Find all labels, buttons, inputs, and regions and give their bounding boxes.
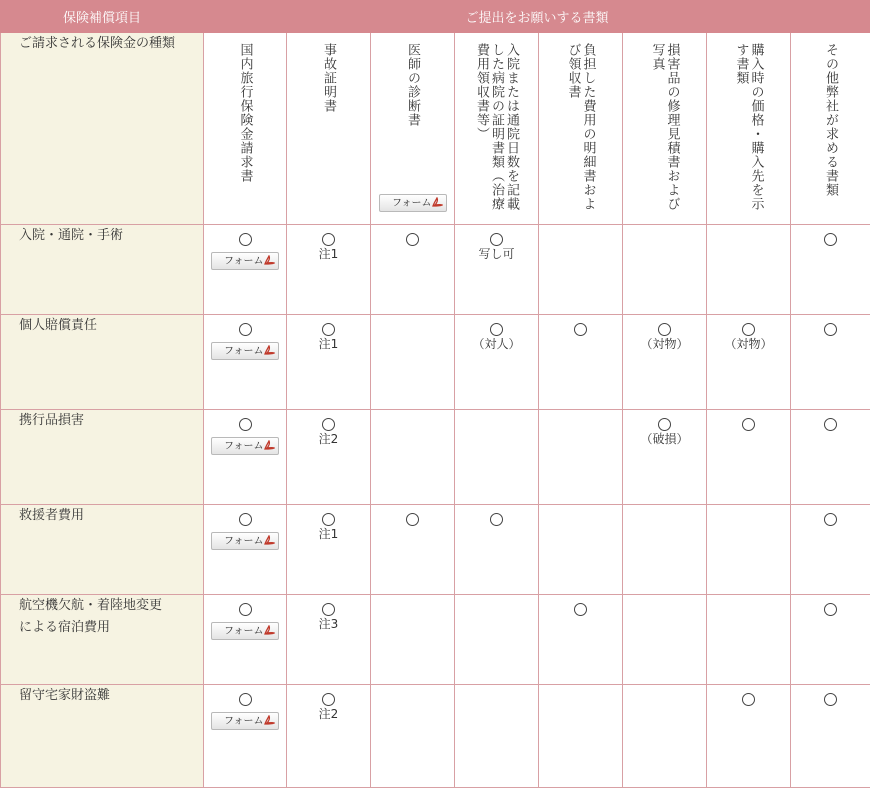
form-download-button[interactable] <box>211 437 279 455</box>
requirement-cell <box>539 225 623 315</box>
circle-mark-icon <box>322 323 335 336</box>
requirement-cell <box>707 225 791 315</box>
document-column-label: その他弊社が求める書類 <box>823 43 838 197</box>
requirement-cell <box>204 505 287 595</box>
requirement-cell <box>371 505 455 595</box>
document-column-header <box>287 33 371 225</box>
circle-mark-icon <box>742 693 755 706</box>
document-column-header <box>623 33 707 225</box>
requirement-cell <box>204 315 287 410</box>
requirement-cell <box>204 225 287 315</box>
section-header-row <box>1 1 870 33</box>
requirement-cell <box>204 685 287 788</box>
circle-mark-icon <box>322 233 335 246</box>
circle-mark-icon <box>239 418 252 431</box>
document-column-label: 損害品の修理見積書および写真 <box>649 43 680 211</box>
requirement-cell <box>623 505 707 595</box>
form-download-button[interactable] <box>211 532 279 550</box>
document-column-header <box>455 33 539 225</box>
document-column-label: 購入時の価格・購入先を示す書類 <box>733 43 764 211</box>
form-button-label: フォーム <box>224 346 264 357</box>
circle-mark-icon <box>824 323 837 336</box>
document-column-header <box>791 33 870 225</box>
claim-type-row <box>1 225 870 315</box>
claim-type-label: 個人賠償責任 <box>1 315 204 410</box>
form-button-label: フォーム <box>224 716 264 727</box>
circle-mark-icon <box>239 323 252 336</box>
requirement-cell <box>791 315 870 410</box>
column-header-row <box>1 33 870 225</box>
form-download-button[interactable] <box>211 342 279 360</box>
requirement-cell <box>623 410 707 505</box>
document-column-label: 入院または通院日数を記載した病院の証明書類（治療費用領収書等） <box>474 43 519 211</box>
form-button-label: フォーム <box>224 626 264 637</box>
requirement-note: 注1 <box>318 527 339 541</box>
circle-mark-icon <box>239 513 252 526</box>
requirement-cell <box>371 410 455 505</box>
circle-mark-icon <box>824 418 837 431</box>
form-download-button[interactable] <box>211 622 279 640</box>
circle-mark-icon <box>658 323 671 336</box>
form-download-button[interactable] <box>379 194 447 212</box>
requirement-cell <box>287 505 371 595</box>
requirement-cell <box>287 685 371 788</box>
requirement-cell <box>287 410 371 505</box>
requirement-note: （破損） <box>640 432 689 446</box>
circle-mark-icon <box>322 693 335 706</box>
requirement-cell <box>539 410 623 505</box>
form-download-button[interactable] <box>211 252 279 270</box>
requirement-cell <box>623 595 707 685</box>
form-button-label: フォーム <box>224 256 264 267</box>
circle-mark-icon <box>824 233 837 246</box>
requirement-cell <box>204 595 287 685</box>
form-button-label: フォーム <box>224 441 264 452</box>
circle-mark-icon <box>322 418 335 431</box>
requirement-cell <box>791 410 870 505</box>
requirement-note: （対物） <box>724 337 773 351</box>
requirement-cell <box>455 595 539 685</box>
document-column-header <box>539 33 623 225</box>
circle-mark-icon <box>322 513 335 526</box>
requirement-cell <box>791 505 870 595</box>
document-column-label: 事故証明書 <box>321 43 336 113</box>
form-button-label: フォーム <box>224 536 264 547</box>
requirement-cell <box>455 505 539 595</box>
requirement-note: 注2 <box>318 432 339 446</box>
claim-type-label: 携行品損害 <box>1 410 204 505</box>
pdf-icon <box>263 535 275 547</box>
circle-mark-icon <box>239 603 252 616</box>
pdf-icon <box>431 197 443 209</box>
pdf-icon <box>263 625 275 637</box>
requirement-note: 写し可 <box>478 247 515 261</box>
claim-type-header: ご請求される保険金の種類 <box>1 33 204 225</box>
circle-mark-icon <box>824 693 837 706</box>
document-column-header <box>204 33 287 225</box>
requirement-cell <box>707 315 791 410</box>
claim-type-row <box>1 685 870 788</box>
circle-mark-icon <box>239 233 252 246</box>
circle-mark-icon <box>824 603 837 616</box>
requirement-cell <box>791 685 870 788</box>
pdf-icon <box>263 715 275 727</box>
requirement-cell <box>623 685 707 788</box>
requirement-note: 注1 <box>318 247 339 261</box>
form-button-label: フォーム <box>392 198 432 209</box>
requirement-cell <box>791 595 870 685</box>
document-column-label: 国内旅行保険金請求書 <box>237 43 253 183</box>
requirement-note: 注1 <box>318 337 339 351</box>
circle-mark-icon <box>406 233 419 246</box>
circle-mark-icon <box>322 603 335 616</box>
requirement-cell <box>287 225 371 315</box>
requirement-cell <box>791 225 870 315</box>
requirement-cell <box>623 225 707 315</box>
circle-mark-icon <box>658 418 671 431</box>
requirement-cell <box>204 410 287 505</box>
document-column-header <box>707 33 791 225</box>
circle-mark-icon <box>490 323 503 336</box>
requirement-cell <box>287 595 371 685</box>
requirement-cell <box>539 685 623 788</box>
claim-type-row <box>1 505 870 595</box>
document-column-label: 負担した費用の明細書および領収書 <box>565 43 596 211</box>
claim-type-label: 救援者費用 <box>1 505 204 595</box>
form-download-button[interactable] <box>211 712 279 730</box>
requirement-cell <box>707 595 791 685</box>
requirement-cell <box>707 685 791 788</box>
requirement-cell <box>371 595 455 685</box>
circle-mark-icon <box>742 418 755 431</box>
required-documents-header: ご提出をお願いする書類 <box>204 1 870 33</box>
claim-type-row <box>1 410 870 505</box>
requirement-cell <box>539 595 623 685</box>
requirement-cell <box>539 315 623 410</box>
requirement-cell <box>371 315 455 410</box>
coverage-items-header: 保険補償項目 <box>1 1 204 33</box>
circle-mark-icon <box>490 233 503 246</box>
pdf-icon <box>263 345 275 357</box>
requirement-note: （対物） <box>640 337 689 351</box>
claim-type-label <box>1 595 204 685</box>
requirement-cell <box>371 685 455 788</box>
document-column-label: 医師の診断書 <box>405 43 420 127</box>
circle-mark-icon <box>742 323 755 336</box>
requirement-cell <box>455 315 539 410</box>
claim-type-label-line: 航空機欠航・着陸地変更 <box>19 598 163 613</box>
circle-mark-icon <box>574 603 587 616</box>
claim-type-row <box>1 315 870 410</box>
requirement-note: （対人） <box>472 337 521 351</box>
pdf-icon <box>263 440 275 452</box>
claim-type-label: 留守宅家財盗難 <box>1 685 204 788</box>
requirement-note: 注2 <box>318 707 339 721</box>
circle-mark-icon <box>490 513 503 526</box>
requirement-cell <box>455 685 539 788</box>
requirement-cell <box>287 315 371 410</box>
claim-type-label-line: による宿泊費用 <box>19 620 111 635</box>
requirement-cell <box>539 505 623 595</box>
circle-mark-icon <box>239 693 252 706</box>
requirement-cell <box>371 225 455 315</box>
requirement-cell <box>707 505 791 595</box>
claim-type-label: 入院・通院・手術 <box>1 225 204 315</box>
requirement-cell <box>455 225 539 315</box>
circle-mark-icon <box>824 513 837 526</box>
circle-mark-icon <box>574 323 587 336</box>
requirement-cell <box>707 410 791 505</box>
document-column-header <box>371 33 455 225</box>
circle-mark-icon <box>406 513 419 526</box>
requirement-note: 注3 <box>318 617 339 631</box>
requirement-cell <box>455 410 539 505</box>
claim-type-row <box>1 595 870 685</box>
requirement-cell <box>623 315 707 410</box>
pdf-icon <box>263 255 275 267</box>
